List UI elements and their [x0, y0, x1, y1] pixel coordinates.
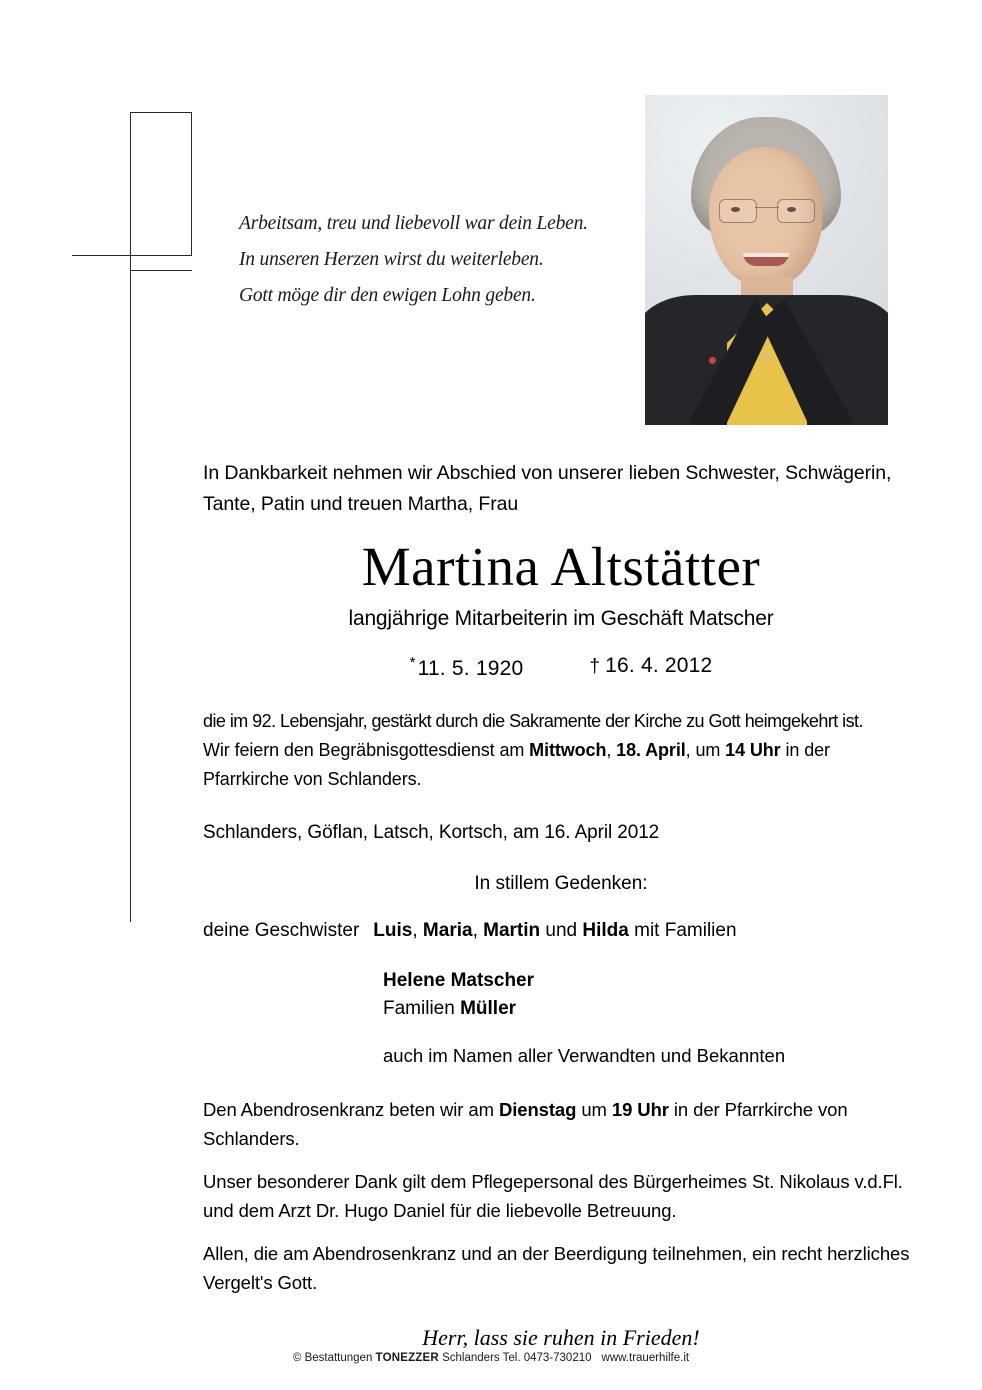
- deceased-role: langjährige Mitarbeiterin im Geschäft Matscher: [348, 607, 774, 630]
- sibling-name-4: Hilda: [582, 920, 629, 941]
- service-prefix: Wir feiern den Begräbnisgottesdienst am: [203, 740, 530, 760]
- verse-line-2: In unseren Herzen wirst du weiterleben.: [239, 249, 544, 270]
- birth-date: 11. 5. 1920: [417, 657, 524, 680]
- footer-copyright: © Bestattungen: [292, 1352, 376, 1364]
- siblings-suffix-text: mit Familien: [634, 920, 737, 941]
- footer-details: Schlanders Tel. 0473-730210: [438, 1352, 592, 1364]
- family-person: [383, 967, 919, 995]
- sibling-name-2: Maria: [422, 920, 473, 941]
- spacer-1: [203, 1153, 919, 1167]
- rosary-suffix: in der Pfarrkirche von Schlanders.: [203, 1099, 848, 1149]
- families-prefix: Familien: [383, 998, 461, 1019]
- photo-necklace: [763, 353, 772, 362]
- rosary-time: 19 Uhr: [611, 1099, 669, 1120]
- final-blessing: Herr, lass sie ruhen in Frieden!: [422, 1325, 700, 1350]
- cross-vertical-line: [130, 112, 131, 922]
- photo-mouth: [743, 253, 789, 266]
- joiner-word: und: [545, 920, 578, 941]
- memorial-verse: [239, 206, 639, 314]
- glasses-lens-right: [777, 199, 815, 223]
- glasses-lens-left: [719, 199, 757, 223]
- siblings-line: [203, 917, 919, 945]
- rosary-prefix: Den Abendrosenkranz beten wir am: [203, 1099, 499, 1120]
- rosary-paragraph: [203, 1095, 919, 1153]
- rosary-day: Dienstag: [498, 1099, 577, 1120]
- age-paragraph: die im 92. Lebensjahr, gestärkt durch die Sakramente der Kirche zu Gott heimgekehrt ist.: [203, 711, 863, 731]
- cross-top-line: [130, 112, 192, 113]
- death-date-group: [589, 654, 712, 681]
- siblings-joiner: [540, 920, 582, 941]
- service-day: Mittwoch: [529, 740, 607, 760]
- sibling-name-3: Martin: [483, 920, 541, 941]
- verse-line-1: Arbeitsam, treu und liebevoll war dein Leben.: [239, 213, 588, 234]
- photo-brooch: [709, 357, 716, 364]
- sibling-name-1: Luis: [373, 920, 413, 941]
- cross-ornament: [72, 112, 192, 922]
- gratitude-paragraph: Allen, die am Abendrosenkranz und an der Beerdigung teilnehmen, ein recht herzliches Vergelt's Gott.: [203, 1243, 910, 1293]
- glasses-icon: [717, 199, 817, 221]
- service-comma: ,: [606, 740, 617, 760]
- birth-symbol: *: [409, 654, 416, 671]
- portrait-photo: [645, 95, 888, 425]
- glasses-bridge: [755, 207, 779, 208]
- closing-block: [203, 1095, 919, 1297]
- death-date: 16. 4. 2012: [605, 654, 713, 677]
- obituary-content: [203, 458, 919, 1351]
- cross-horizontal-line: [72, 255, 192, 256]
- service-suffix: in der Pfarrkirche von Schlanders.: [203, 740, 830, 789]
- thanks-paragraph: Unser besonderer Dank gilt dem Pflegepersonal des Bürgerheimes St. Nikolaus v.d.Fl. und dem Arzt Dr. Hugo Daniel für die liebevolle Betreuung.: [203, 1171, 903, 1221]
- verse-line-3: Gott möge dir den ewigen Lohn geben.: [239, 285, 536, 306]
- cross-bottom-line: [130, 270, 192, 271]
- cross-dagger-icon: †: [589, 656, 601, 677]
- sep-2: ,: [472, 920, 484, 941]
- birth-date-group: [410, 654, 524, 681]
- service-paragraph: [203, 736, 919, 794]
- family-families: [383, 995, 919, 1023]
- siblings-suffix: [629, 920, 737, 941]
- rosary-mid: um: [576, 1099, 612, 1120]
- footer-brand: TONEZZER: [375, 1352, 439, 1364]
- also-line: auch im Namen aller Verwandten und Bekannten: [383, 1045, 786, 1066]
- spacer-2: [203, 1225, 919, 1239]
- family-block: [203, 967, 919, 1023]
- service-date: 18. April: [616, 740, 686, 760]
- service-mid: , um: [685, 740, 726, 760]
- cross-vertical-line-secondary: [191, 112, 192, 255]
- sep-1: ,: [412, 920, 423, 941]
- remembrance-heading: In stillem Gedenken:: [474, 873, 648, 894]
- families-name: Müller: [460, 998, 517, 1019]
- siblings-lead: deine Geschwister: [203, 920, 360, 941]
- intro-text: In Dankbarkeit nehmen wir Abschied von unserer lieben Schwester, Schwägerin, Tante, Patin und treuen Martha, Frau: [203, 462, 892, 515]
- footer-url[interactable]: www.trauerhilfe.it: [601, 1352, 690, 1364]
- places-line: Schlanders, Göflan, Latsch, Kortsch, am 16. April 2012: [203, 822, 660, 843]
- life-dates: [203, 654, 919, 681]
- service-time: 14 Uhr: [725, 740, 781, 760]
- deceased-name: Martina Altstätter: [361, 536, 761, 597]
- family-person-name: Helene Matscher: [383, 970, 535, 991]
- footer-credit: [0, 1352, 982, 1364]
